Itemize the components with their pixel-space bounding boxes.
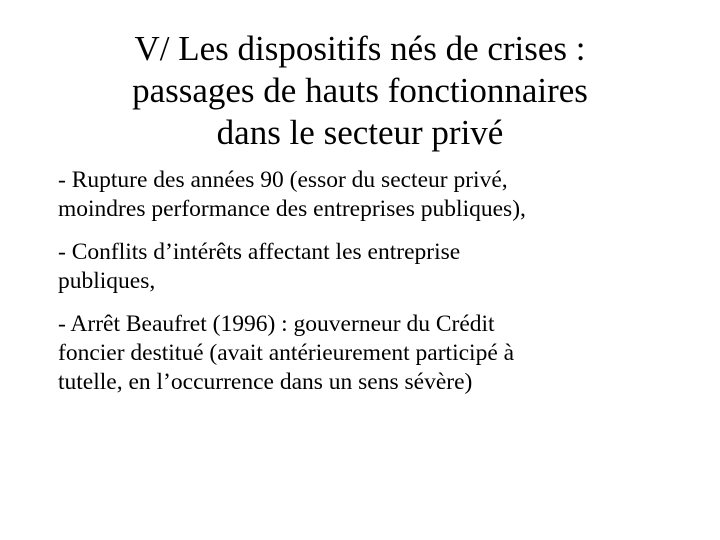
slide-title-line: passages de hauts fonctionnaires	[132, 71, 588, 110]
bullet-line: tutelle, en l’occurrence dans un sens sévère)	[58, 369, 473, 395]
bullet-line: - Rupture des années 90 (essor du secteur privé,	[58, 167, 508, 193]
slide-title-line: V/ Les dispositifs nés de crises :	[134, 29, 586, 68]
bullet-line: - Arrêt Beaufret (1996) : gouverneur du Crédit	[58, 311, 495, 337]
bullet-arret-beaufret	[58, 310, 698, 397]
bullet-line: publiques,	[58, 268, 156, 294]
bullet-line: moindres performance des entreprises publiques),	[58, 196, 526, 222]
slide-title	[60, 28, 660, 154]
bullet-line: foncier destitué (avait antérieurement participé à	[58, 340, 515, 366]
bullet-conflits	[58, 238, 698, 296]
bullet-line: - Conflits d’intérêts affectant les entreprise	[58, 239, 461, 265]
slide-body	[58, 166, 698, 411]
bullet-rupture	[58, 166, 698, 224]
slide-title-line: dans le secteur privé	[216, 113, 504, 152]
